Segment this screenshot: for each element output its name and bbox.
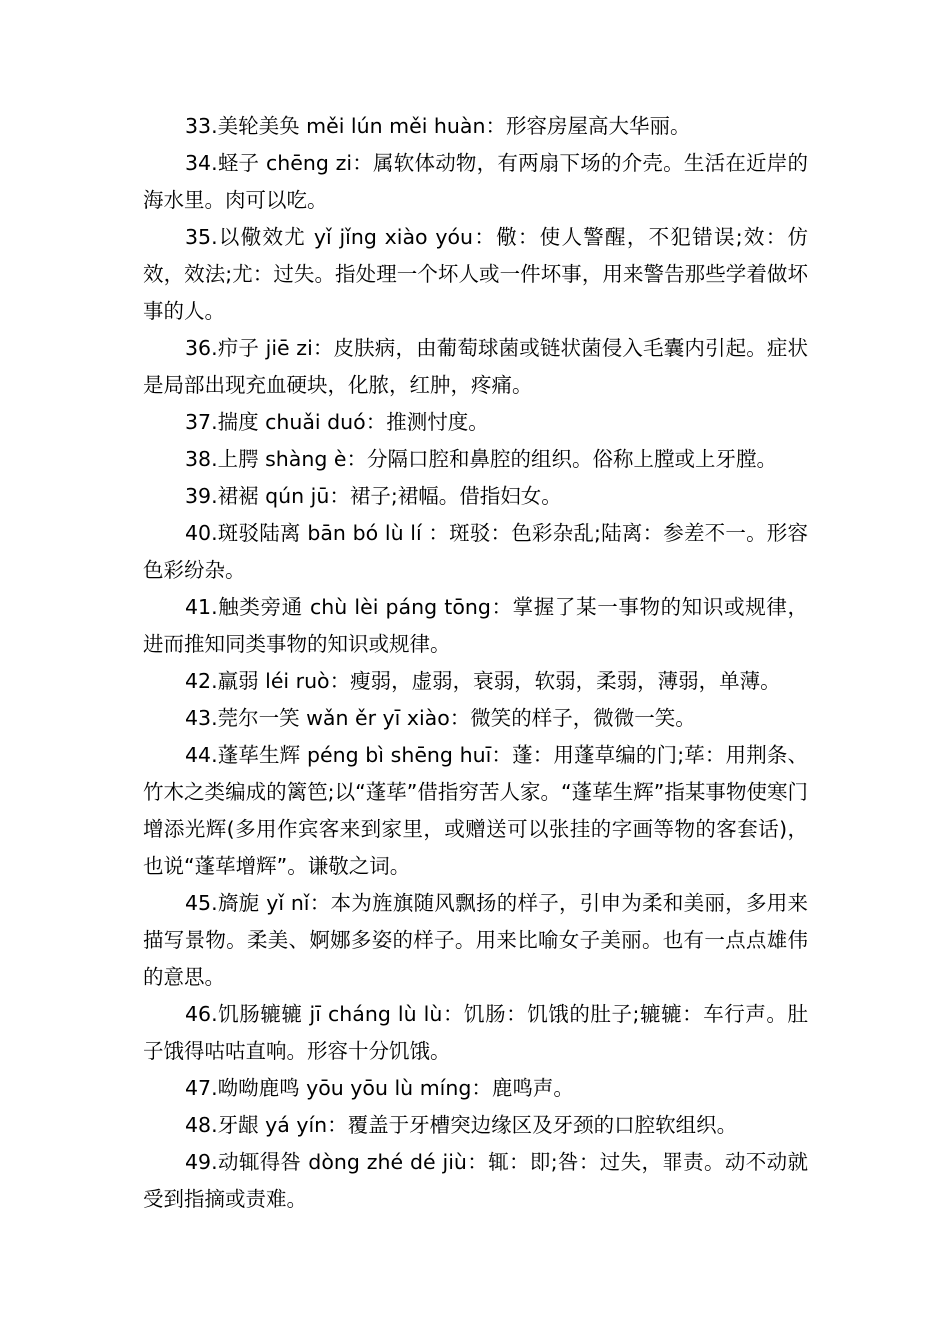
entry-33: 33.美轮美奂 měi lún měi huàn：形容房屋高大华丽。	[185, 114, 691, 138]
entry-35: 35.以儆效尤 yǐ jǐng xiào yóu：儆：使人警醒，不犯错误;效：仿效，效法;尤：过失。指处理一个坏人或一件坏事，用来警告那些学着做坏事的人。	[143, 225, 808, 323]
document-body	[143, 108, 808, 1218]
entry-37: 37.揣度 chuǎi duó：推测忖度。	[185, 410, 489, 434]
entry-46: 46.饥肠辘辘 jī cháng lù lù：饥肠：饥饿的肚子;辘辘：车行声。肚子饿得咕咕直响。形容十分饥饿。	[143, 1002, 808, 1063]
entry-41: 41.触类旁通 chù lèi páng tōng：掌握了某一事物的知识或规律，进而推知同类事物的知识或规律。	[143, 595, 808, 656]
entry-43: 43.莞尔一笑 wǎn ěr yī xiào：微笑的样子，微微一笑。	[185, 706, 696, 730]
entry-48: 48.牙龈 yá yín：覆盖于牙槽突边缘区及牙颈的口腔软组织。	[185, 1113, 738, 1137]
entry-42: 42.羸弱 léi ruò：瘦弱，虚弱，衰弱，软弱，柔弱，薄弱，单薄。	[185, 669, 781, 693]
entry-34: 34.蛏子 chēng zi：属软体动物，有两扇下场的介壳。生活在近岸的海水里。肉可以吃。	[143, 151, 808, 212]
entry-39: 39.裙裾 qún jū：裙子;裙幅。借指妇女。	[185, 484, 562, 508]
entry-40: 40.斑驳陆离 bān bó lù lí ：斑驳：色彩杂乱;陆离：参差不一。形容色彩纷杂。	[143, 521, 808, 582]
entry-45: 45.旖旎 yǐ nǐ：本为旌旗随风飘扬的样子，引申为柔和美丽，多用来描写景物。柔美、婀娜多姿的样子。用来比喻女子美丽。也有一点点雄伟的意思。	[143, 891, 808, 989]
entry-47: 47.呦呦鹿鸣 yōu yōu lù míng：鹿鸣声。	[185, 1076, 574, 1100]
entry-36: 36.疖子 jiē zi：皮肤病，由葡萄球菌或链状菌侵入毛囊内引起。症状是局部出现充血硬块，化脓，红肿，疼痛。	[143, 336, 808, 397]
entry-49: 49.动辄得咎 dòng zhé dé jiù：辄：即;咎：过失，罪责。动不动就受到指摘或责难。	[143, 1150, 808, 1211]
entry-44: 44.蓬荜生辉 péng bì shēng huī：蓬：用蓬草编的门;荜：用荆条、竹木之类编成的篱笆;以“蓬荜”借指穷苦人家。“蓬荜生辉”指某事物使寒门增添光辉(多用作宾客来到家里，或赠送可以张挂的字画等物的客套话)，也说“蓬荜增辉”。谦敬之词。	[143, 743, 808, 878]
entry-38: 38.上腭 shàng è：分隔口腔和鼻腔的组织。俗称上膛或上牙膛。	[185, 447, 777, 471]
